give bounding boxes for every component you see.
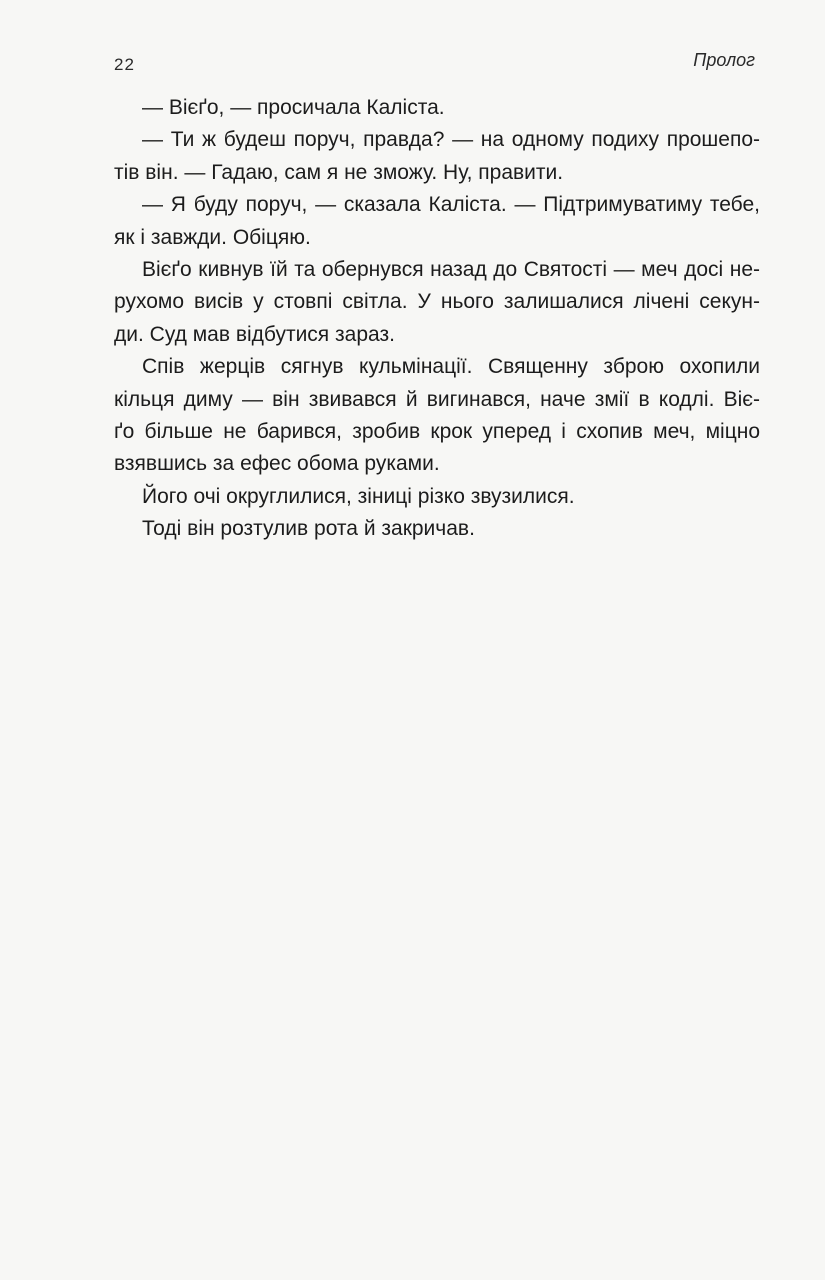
text-line: Вієґо кивнув їй та обернувся назад до Святості — меч досі не- [142,257,760,281]
text-line: Спів жерців сягнув кульмінації. Священну зброю охопили [142,355,760,379]
text-line: Тоді він розтулив рота й закричав. [142,517,475,541]
text-line: тів він. — Гадаю, сам я не зможу. Ну, правити. [114,160,564,184]
text-line: взявшись за ефес обома руками. [114,452,440,476]
body-text [114,92,760,545]
text-line: Його очі округлилися, зіниці різко звузилися. [142,484,575,508]
text-line: рухомо висів у стовпі світла. У нього залишалися лічені секун- [114,290,760,314]
running-head: Пролог [693,50,755,70]
text-line: ди. Суд мав відбутися зараз. [114,322,395,346]
text-line: — Я буду поруч, — сказала Каліста. — Підтримуватиму тебе, [142,193,760,217]
text-line: кільця диму — він звивався й вигинався, наче змії в кодлі. Віє- [114,387,760,411]
page-number: 22 [114,55,135,74]
text-line: як і завжди. Обіцяю. [114,225,311,249]
text-line: — Вієґо, — просичала Каліста. [142,96,445,119]
text-line: ґо більше не барився, зробив крок уперед і схопив меч, міцно [114,419,760,443]
text-line: — Ти ж будеш поруч, правда? — на одному подиху прошепо- [142,128,760,152]
